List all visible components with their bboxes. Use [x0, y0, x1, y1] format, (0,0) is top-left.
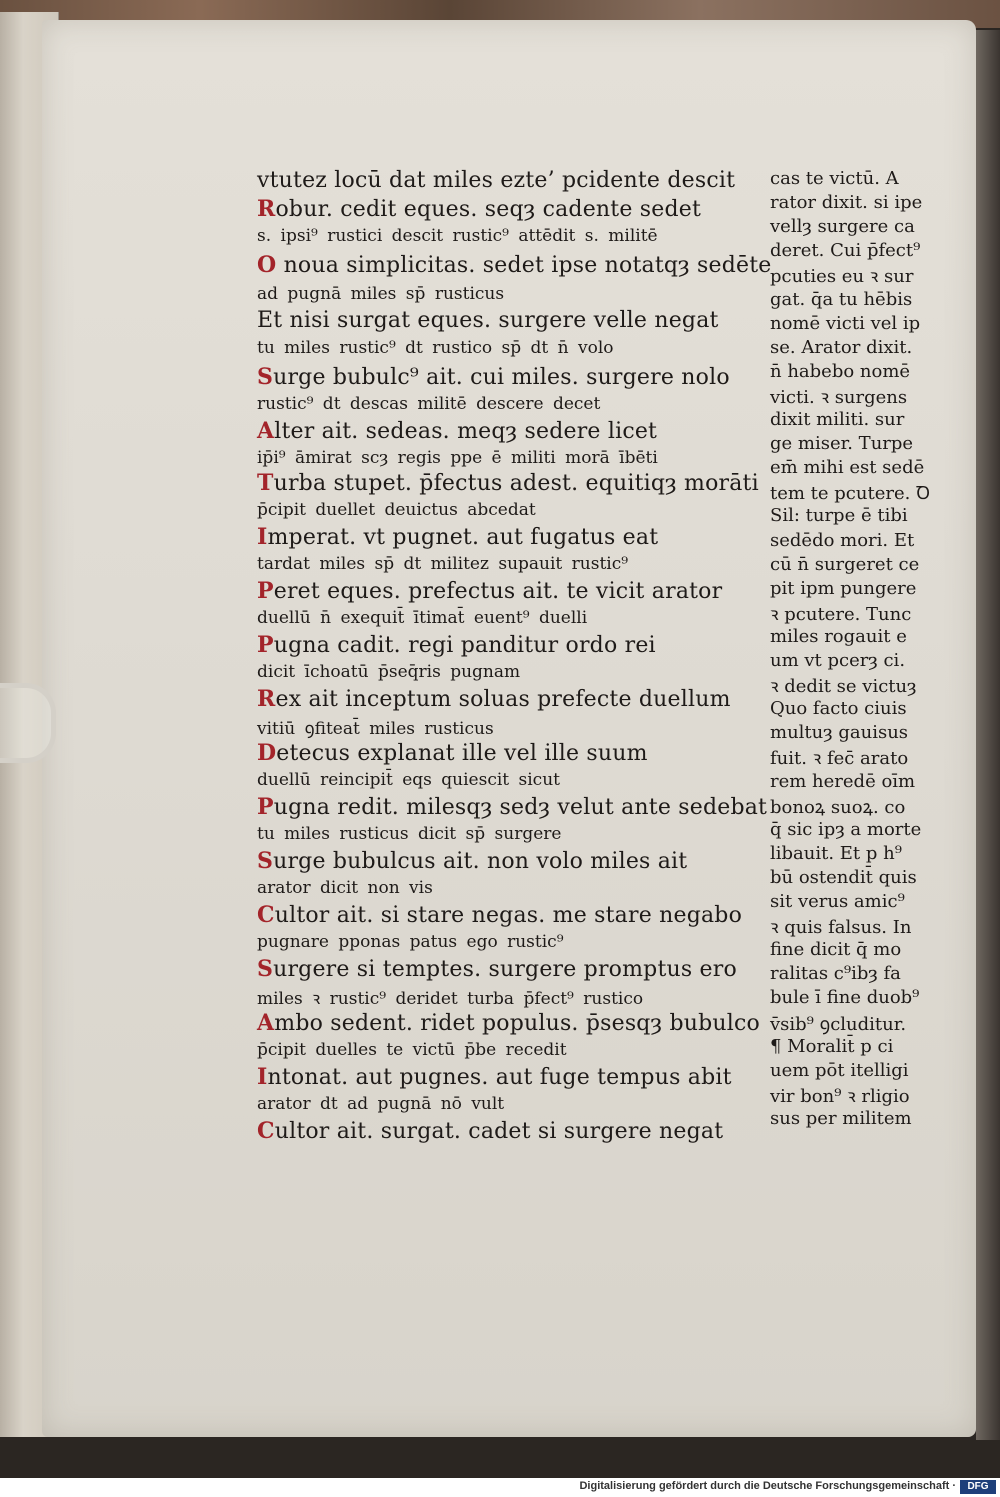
text-line — [257, 824, 561, 844]
commentary-line: ¶ Moralit̄ p ci — [770, 1035, 894, 1057]
line-text: duellū n̄ exequit̄ ītimat̄ euent⁹ duelli — [257, 608, 588, 628]
text-line — [257, 252, 772, 278]
commentary-line: tem te pcutere. Ꝺ — [770, 483, 931, 505]
rubric-initial: P — [257, 578, 274, 604]
commentary-line: q̄ sic ipȝ a morte — [770, 818, 922, 840]
line-text: vtutez locū dat miles ezte’ pcidente descit — [257, 168, 736, 193]
line-text: rustic⁹ dt descas militē descere decet — [257, 394, 601, 414]
text-line — [257, 878, 433, 898]
text-line — [257, 662, 520, 682]
line-text: arator dt ad pugnā nō vult — [257, 1094, 505, 1114]
text-line — [257, 686, 731, 712]
line-text: pugnare pponas patus ego rustic⁹ — [257, 932, 564, 952]
line-text: noua simplicitas. sedet ipse notatqȝ sedēte — [276, 253, 772, 278]
commentary-line: ꝛ quis falsus. In — [770, 917, 912, 939]
text-line — [257, 578, 722, 604]
line-text: ntonat. aut pugnes. aut fuge tempus abit — [267, 1065, 732, 1090]
commentary-line: deret. Cui p̄fect⁹ — [770, 240, 921, 262]
text-line — [257, 1118, 723, 1144]
line-text: duellū reincipit̄ eqs quiescit sicut — [257, 770, 560, 790]
dfg-logo: DFG — [960, 1480, 996, 1494]
text-line — [257, 524, 658, 550]
commentary-line: multuȝ gauisus — [770, 722, 909, 744]
text-line — [257, 364, 730, 390]
text-line — [257, 308, 719, 333]
commentary-line: rem heredē oīm — [770, 770, 916, 792]
rubric-initial: S — [257, 364, 274, 390]
line-text: urba stupet. p̄fectus adest. equitiqȝ morāti — [273, 471, 759, 496]
line-text: p̄cipit duelles te victū p̄be recedit — [257, 1040, 567, 1060]
text-line — [257, 770, 560, 790]
commentary-line: pit ipm pungere — [770, 577, 917, 599]
line-text: etecus explanat ille vel ille suum — [276, 741, 648, 766]
commentary-line: victi. ꝛ surgens — [770, 386, 908, 408]
rubric-initial: O — [257, 252, 277, 278]
rubric-initial: R — [257, 196, 276, 222]
text-line — [257, 418, 657, 444]
text-line — [257, 1010, 760, 1036]
text-line — [257, 500, 536, 520]
line-text: mperat. vt pugnet. aut fugatus eat — [267, 525, 659, 550]
rubric-initial: I — [257, 1064, 268, 1090]
commentary-line: Quo facto ciuis — [770, 698, 907, 720]
commentary-line: um vt pcerȝ ci. — [770, 650, 906, 671]
line-text: ultor ait. si stare negas. me stare negabo — [274, 903, 743, 928]
line-text: urge bubulc⁹ ait. cui miles. surgere nolo — [273, 365, 730, 390]
commentary-line: ralitas c⁹ibȝ fa — [770, 963, 901, 985]
text-line — [257, 932, 564, 952]
commentary-line: v̄sib⁹ ꝯcluditur. — [770, 1013, 907, 1035]
line-text: obur. cedit eques. seqȝ cadente sedet — [275, 197, 702, 222]
commentary-line: ꝛ dedit se victuȝ — [770, 676, 917, 698]
rubric-initial: P — [257, 794, 274, 820]
line-text: mbo sedent. ridet populus. p̄sesqȝ bubulco — [274, 1011, 760, 1036]
text-line — [257, 168, 735, 193]
commentary-line: cū n̄ surgeret ce — [770, 553, 920, 575]
line-text: miles ꝛ rustic⁹ deridet turba p̄fect⁹ rustico — [257, 989, 644, 1009]
commentary-line: pcuties eu ꝛ sur — [770, 266, 914, 288]
rubric-initial: D — [257, 740, 277, 766]
rubric-initial: A — [257, 1010, 275, 1036]
rubric-initial: S — [257, 956, 274, 982]
line-text: urgere si temptes. surgere promptus ero — [273, 957, 737, 982]
commentary-line: sit verus amic⁹ — [770, 891, 905, 912]
line-text: ultor ait. surgat. cadet si surgere negat — [274, 1119, 724, 1144]
commentary-line: vir bon⁹ ꝛ rligio — [770, 1085, 910, 1107]
commentary-line: bonoꝝ suoꝝ. co — [770, 796, 906, 818]
rubric-initial: S — [257, 848, 274, 874]
rubric-initial: T — [257, 470, 274, 496]
clasp-clip — [0, 683, 56, 763]
text-line — [257, 226, 658, 246]
line-text: ugna redit. milesqȝ sedȝ velut ante sedebat — [273, 795, 768, 820]
commentary-line: Sil: turpe ē tibi — [770, 505, 908, 527]
commentary-line: se. Arator dixit. — [770, 336, 913, 358]
funding-credit: Digitalisierung gefördert durch die Deutsche Forschungsgemeinschaft · — [579, 1480, 956, 1492]
commentary-line: fine dicit q̄ mo — [770, 939, 902, 961]
text-line — [257, 338, 614, 358]
commentary-line: fuit. ꝛ fec̄ arato — [770, 748, 909, 770]
text-line — [257, 448, 658, 468]
rubric-initial: C — [257, 1118, 275, 1144]
rubric-initial: A — [257, 418, 275, 444]
rubric-initial: R — [257, 686, 276, 712]
line-text: s. ipsi⁹ rustici descit rustic⁹ attēdit s. militē — [257, 226, 658, 246]
commentary-line: miles rogauit e — [770, 625, 907, 647]
commentary-line: nomē victi vel ip — [770, 312, 921, 334]
text-line — [257, 608, 587, 628]
text-line — [257, 394, 600, 414]
commentary-line: sus per militem — [770, 1107, 912, 1129]
commentary-line: cas te victū. A — [770, 168, 899, 189]
commentary-line: libauit. Et p h⁹ — [770, 842, 902, 864]
line-text: Et nisi surgat eques. surgere velle negat — [257, 308, 719, 333]
commentary-line: rator dixit. si ipe — [770, 192, 923, 214]
text-line — [257, 196, 701, 222]
commentary-line: sedēdo mori. Et — [770, 529, 915, 551]
line-text: ip̄i⁹ āmirat scȝ regis ppe ē militi morā ībēti — [257, 448, 658, 468]
commentary-line: ꝛ pcutere. Tunc — [770, 603, 912, 625]
commentary-line: gat. q̄a tu hēbis — [770, 288, 913, 310]
commentary-line: dixit militi. sur — [770, 409, 905, 430]
text-line — [257, 284, 504, 304]
line-text: ugna cadit. regi panditur ordo rei — [273, 633, 656, 658]
text-line — [257, 1040, 567, 1060]
footer-bar — [0, 1478, 1000, 1497]
text-line — [257, 956, 737, 982]
commentary-line: uem pōt itelligi — [770, 1059, 909, 1081]
commentary-line: bule ī fine duob⁹ — [770, 987, 920, 1009]
commentary-line: n̄ habebo nomē — [770, 360, 911, 382]
text-line — [257, 794, 767, 820]
line-text: ex ait inceptum soluas prefecte duellum — [275, 687, 731, 712]
line-text: arator dicit non vis — [257, 878, 433, 898]
commentary-line: em̄ mihi est sedē — [770, 457, 925, 479]
line-text: p̄cipit duellet deuictus abcedat — [257, 500, 536, 520]
line-text: dicit īchoatū p̄seq̄ris pugnam — [257, 662, 521, 682]
line-text: urge bubulcus ait. non volo miles ait — [273, 849, 688, 874]
commentary-line: ge miser. Turpe — [770, 433, 914, 455]
rubric-initial: I — [257, 524, 268, 550]
commentary-line: vellȝ surgere ca — [770, 216, 915, 238]
text-line — [257, 554, 628, 574]
text-line — [257, 470, 759, 496]
line-text: tardat miles sp̄ dt militez supauit rustic⁹ — [257, 554, 629, 574]
text-line — [257, 740, 648, 766]
text-line — [257, 1064, 732, 1090]
rubric-initial: P — [257, 632, 274, 658]
text-line — [257, 848, 687, 874]
text-line — [257, 632, 656, 658]
line-text: vitiū ꝯfiteat̄ miles rusticus — [257, 719, 494, 739]
book-edge-right — [976, 30, 1000, 1440]
text-line — [257, 1094, 504, 1114]
line-text: ad pugnā miles sp̄ rusticus — [257, 284, 505, 304]
line-text: lter ait. sedeas. meqȝ sedere licet — [274, 419, 658, 444]
text-line — [257, 902, 742, 928]
text-line — [257, 716, 494, 739]
line-text: tu miles rustic⁹ dt rustico sp̄ dt n̄ volo — [257, 338, 614, 358]
line-text: tu miles rusticus dicit sp̄ surgere — [257, 824, 562, 844]
commentary-line: bū ostendit̄ quis — [770, 866, 917, 888]
rubric-initial: C — [257, 902, 275, 928]
line-text: eret eques. prefectus ait. te vicit arator — [273, 579, 723, 604]
text-line — [257, 986, 643, 1009]
